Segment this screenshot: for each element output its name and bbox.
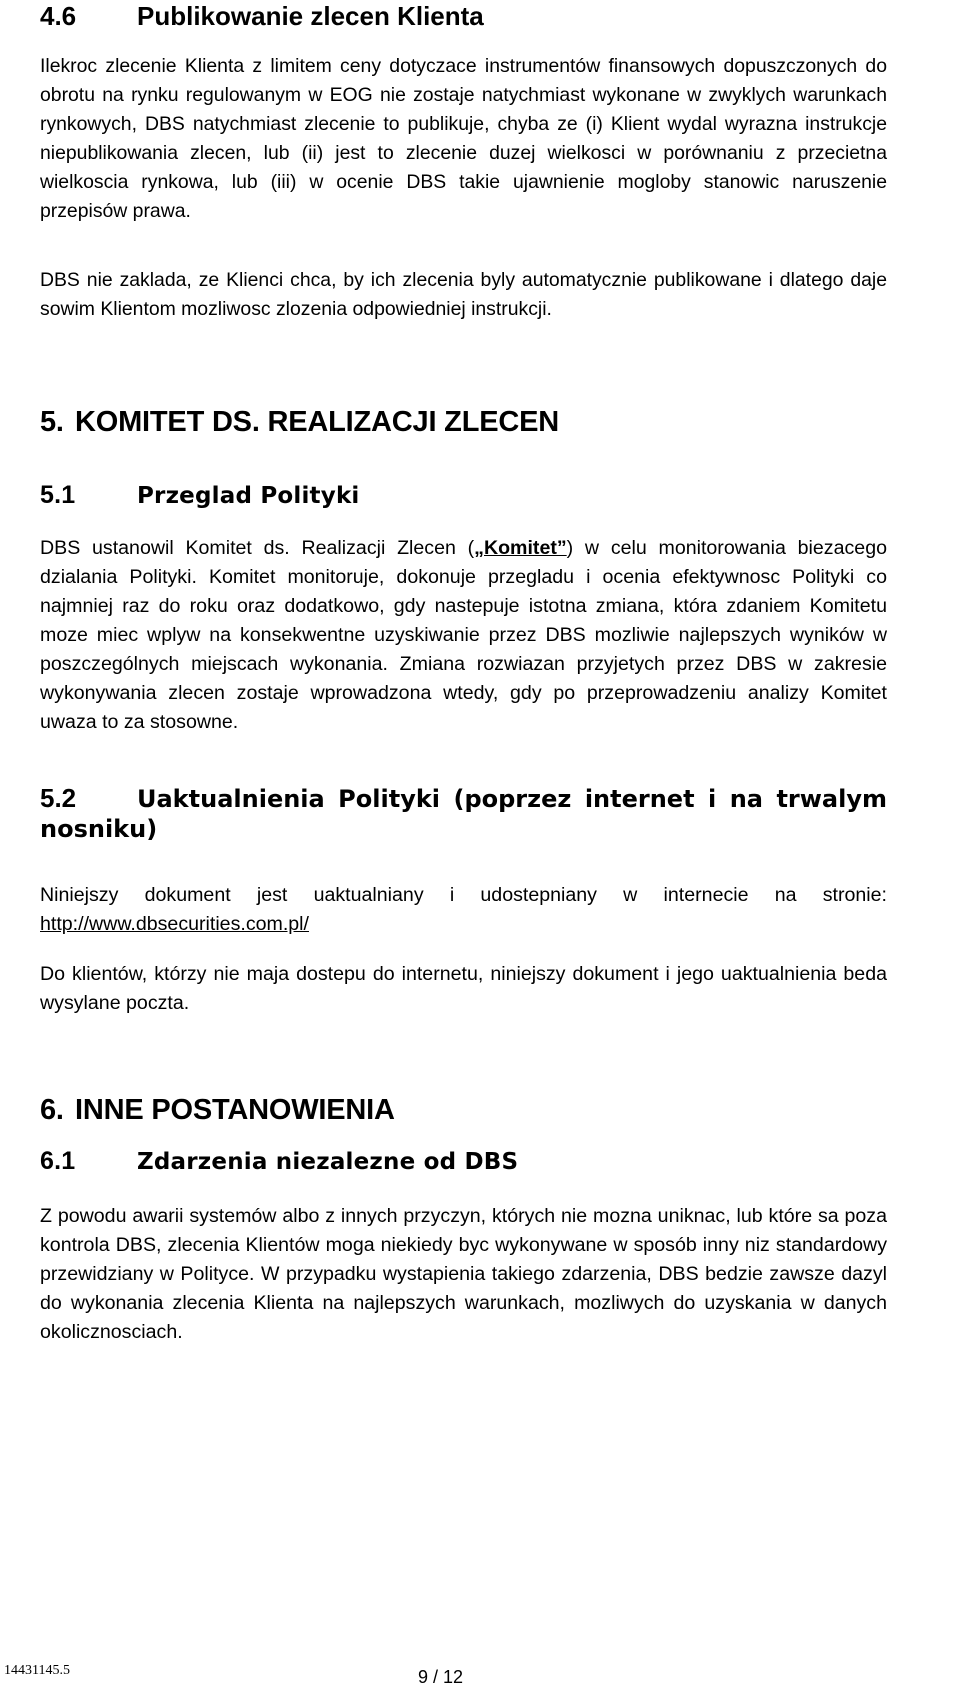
page-indicator: 9 / 12	[418, 1667, 464, 1687]
section-5-number: 5.	[40, 406, 64, 438]
section-6-number: 6.	[40, 1094, 64, 1126]
section-5-2-paragraph-1	[40, 881, 887, 939]
section-6-title: INNE POSTANOWIENIA	[75, 1094, 395, 1126]
section-5-2-heading	[40, 783, 887, 844]
section-5-2-paragraph-2: Do klientów, którzy nie maja dostepu do internetu, niniejszy dokument i jego uaktualnienia beda wysylane poczta.	[40, 963, 887, 1014]
section-5-1-title: Przeglad Polityki	[137, 483, 360, 509]
section-5-heading	[40, 405, 887, 439]
section-4-6-heading	[40, 0, 887, 32]
section-5-1-heading	[40, 480, 887, 511]
section-6-heading	[40, 1093, 887, 1127]
section-5-1-number: 5.1	[40, 481, 76, 509]
section-5-2-number: 5.2	[40, 783, 77, 813]
section-5-1-text-after: ) w celu monitorowania biezacego dzialania Polityki. Komitet monitoruje, dokonuje przegladu i ocenia efektywnosc Polityki co najmniej raz do roku oraz dodatkowo, gdy nastepuje istotna zmiana, która zdaniem Komitetu moze miec wplyw na konsekwentne uzyskiwanie przez DBS mozliwie najlepszych wyników w poszczególnych miejscach wykonania. Zmiana rozwiazan przyjetych przez DBS w zakresie wykonywania zlecen zostaje wprowadzona wtedy, gdy po przeprowadzeniu analizy Komitet uwaza to za stosowne.	[40, 537, 887, 733]
section-5-2-title: Uaktualnienia Polityki (poprzez internet i na trwalym nosniku)	[40, 785, 887, 843]
section-5-1-text-before: DBS ustanowil Komitet ds. Realizacji Zlecen (	[40, 537, 475, 559]
section-6-1-title: Zdarzenia niezalezne od DBS	[137, 1149, 519, 1175]
section-4-6-paragraph-1: Ilekroc zlecenie Klienta z limitem ceny dotyczace instrumentów finansowych dopuszczonych do obrotu na rynku regulowanym w EOG nie zostaje natychmiast wykonane w zwyklych warunkach rynkowych, DBS natychmiast zlecenie to publikuje, chyba ze (i) Klient wydal wyrazna instrukcje niepublikowania zlecen, lub (ii) jest to zlecenie duzej wielkosci w porównaniu z przecietna wielkoscia rynkowa, lub (iii) w ocenie DBS takie ujawnienie mogloby stanowic naruszenie przepisów prawa.	[40, 55, 887, 222]
section-4-6-paragraph-2: DBS nie zaklada, ze Klienci chca, by ich zlecenia byly automatycznie publikowane i dlatego daje sowim Klientom mozliwosc zlozenia odpowiedniej instrukcji.	[40, 269, 887, 320]
section-4-6-number: 4.6	[40, 1, 77, 31]
section-5-1-paragraph	[40, 534, 887, 737]
section-5-title: KOMITET DS. REALIZACJI ZLECEN	[75, 406, 559, 438]
section-5-2-intro: Niniejszy dokument jest uaktualniany i udostepniany w internecie na stronie:	[40, 884, 887, 906]
section-4-6-title: Publikowanie zlecen Klienta	[137, 1, 484, 31]
section-6-1-heading	[40, 1146, 887, 1177]
section-6-1-number: 6.1	[40, 1147, 76, 1175]
section-6-1-paragraph: Z powodu awarii systemów albo z innych przyczyn, których nie mozna uniknac, lub które sa poza kontrola DBS, zlecenia Klientów moga niekiedy byc wykonywane w sposób inny niz standardowy przewidziany w Polityce. W przypadku wystapienia takiego zdarzenia, DBS bedzie zawsze dazyl do wykonania zlecenia Klienta na najlepszych warunkach, mozliwych do uzyskania w danych okolicznosciach.	[40, 1205, 887, 1343]
document-id: 14431145.5	[4, 1663, 70, 1678]
dbsecurities-link[interactable]: http://www.dbsecurities.com.pl/	[40, 913, 309, 935]
komitet-term: „Komitet”	[474, 537, 567, 559]
